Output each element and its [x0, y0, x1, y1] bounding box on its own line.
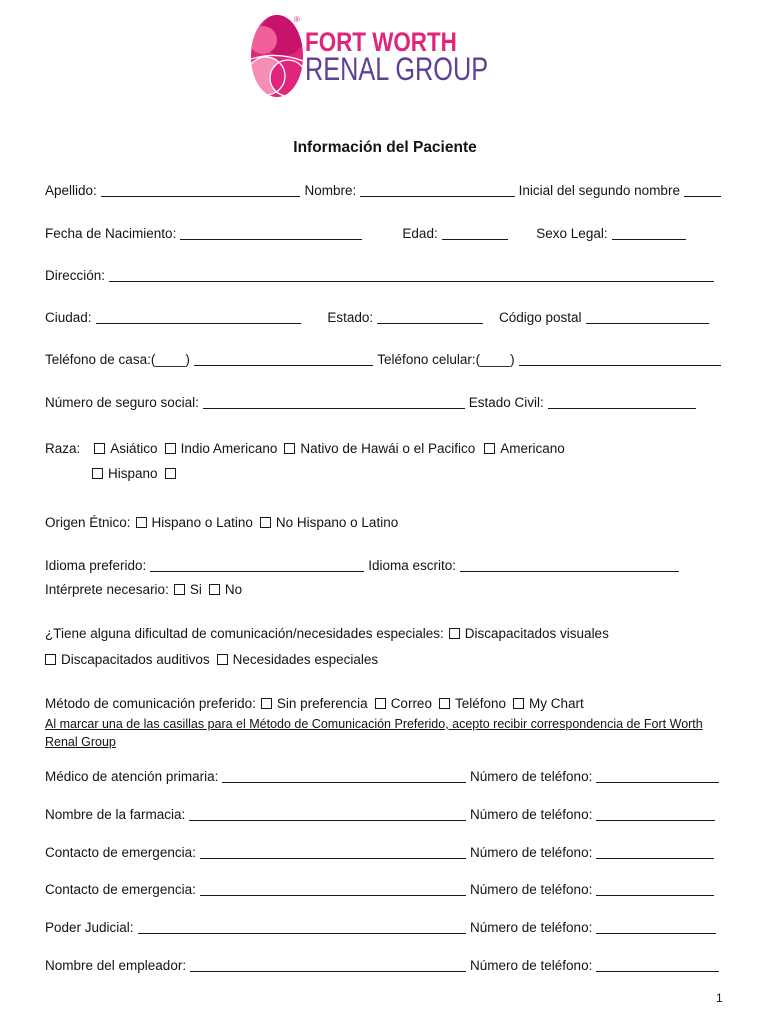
ciudad-label: Ciudad:: [45, 310, 92, 325]
raza-nativo-hawai-label: Nativo de Hawái o el Pacifico: [300, 441, 476, 456]
emergencia-1-field[interactable]: [200, 858, 466, 859]
raza-label: Raza:: [45, 441, 81, 456]
emergencia-2-phone-group: [470, 882, 718, 898]
codigo-postal-label: Código postal: [498, 310, 582, 325]
medico-phone-group: [470, 769, 723, 785]
row-necesidades-cont: [45, 652, 385, 668]
telefono-casa-label: Teléfono de casa:(____): [45, 352, 190, 367]
poder-judicial-group: [45, 920, 470, 936]
row-raza-cont: [92, 466, 181, 482]
idioma-preferido-field[interactable]: [150, 571, 364, 572]
origen-no-hispano-label: No Hispano o Latino: [275, 515, 399, 530]
consent-notice-line2: Renal Group: [45, 735, 116, 749]
page-title: Información del Paciente: [293, 139, 477, 156]
page-number: 1: [716, 991, 723, 1005]
emergencia-2-phone-label: Número de teléfono:: [470, 882, 593, 897]
origen-hispano-checkbox[interactable]: [136, 517, 147, 528]
ciudad-field[interactable]: [96, 323, 302, 324]
seguro-social-label: Número de seguro social:: [45, 395, 199, 410]
row-idioma: [45, 558, 683, 574]
row-farmacia: [45, 807, 719, 823]
sexo-legal-field[interactable]: [612, 239, 686, 240]
estado-field[interactable]: [377, 323, 483, 324]
idioma-escrito-label: Idioma escrito:: [368, 558, 457, 573]
raza-nativo-hawai-checkbox[interactable]: [284, 443, 295, 454]
poder-judicial-phone-group: [470, 920, 720, 936]
row-fecha-nacimiento: [45, 226, 690, 242]
row-direccion: [45, 268, 718, 284]
medico-label: Médico de atención primaria:: [45, 769, 219, 784]
nombre-field[interactable]: [360, 196, 514, 197]
row-poder-judicial: [45, 920, 720, 936]
raza-americano-label: Americano: [500, 441, 565, 456]
farmacia-phone-group: [470, 807, 719, 823]
direccion-label: Dirección:: [45, 268, 106, 283]
estado-civil-label: Estado Civil:: [468, 395, 544, 410]
poder-judicial-field[interactable]: [138, 933, 466, 934]
seguro-social-field[interactable]: [203, 408, 465, 409]
farmacia-field[interactable]: [189, 820, 466, 821]
empleador-phone-label: Número de teléfono:: [470, 958, 593, 973]
poder-judicial-phone-label: Número de teléfono:: [470, 920, 593, 935]
interprete-no-checkbox[interactable]: [209, 584, 220, 595]
emergencia-1-phone-group: [470, 845, 718, 861]
logo-line2: RENAL GROUP: [305, 51, 489, 87]
farmacia-phone-field[interactable]: [596, 820, 715, 821]
inicial-field[interactable]: [684, 196, 721, 197]
estado-civil-field[interactable]: [548, 408, 696, 409]
my-chart-label: My Chart: [529, 696, 584, 711]
row-seguro-social: [45, 395, 700, 411]
interprete-no-label: No: [224, 582, 243, 597]
logo-registered-mark: ®: [294, 15, 300, 24]
raza-asiatico-label: Asiático: [110, 441, 158, 456]
apellido-field[interactable]: [101, 196, 301, 197]
correo-label: Correo: [390, 696, 432, 711]
origen-etnico-label: Origen Étnico:: [45, 515, 131, 530]
poder-judicial-label: Poder Judicial:: [45, 920, 134, 935]
medico-field[interactable]: [222, 782, 466, 783]
emergencia-2-field[interactable]: [200, 895, 466, 896]
interprete-label: Intérprete necesario:: [45, 582, 169, 597]
row-emergencia-2: [45, 882, 718, 898]
emergencia-2-phone-field[interactable]: [596, 895, 714, 896]
necesidades-especiales-label: Necesidades especiales: [232, 652, 379, 667]
metodo-comunicacion-label: Método de comunicación preferido:: [45, 696, 256, 711]
medico-phone-field[interactable]: [596, 782, 719, 783]
raza-asiatico-checkbox[interactable]: [94, 443, 105, 454]
emergencia-1-label: Contacto de emergencia:: [45, 845, 196, 860]
row-necesidades: [45, 626, 616, 642]
interprete-si-checkbox[interactable]: [174, 584, 185, 595]
necesidades-label: ¿Tiene alguna dificultad de comunicación/necesidades especiales:: [45, 626, 444, 641]
raza-hispano-checkbox[interactable]: [92, 468, 103, 479]
farmacia-group: [45, 807, 470, 823]
farmacia-label: Nombre de la farmacia:: [45, 807, 186, 822]
discapacitados-auditivos-label: Discapacitados auditivos: [61, 652, 210, 667]
empleador-group: [45, 958, 470, 974]
idioma-escrito-field[interactable]: [460, 571, 679, 572]
edad-field[interactable]: [442, 239, 509, 240]
direccion-field[interactable]: [109, 281, 714, 282]
emergencia-1-group: [45, 845, 470, 861]
fecha-nacimiento-label: Fecha de Nacimiento:: [45, 226, 177, 241]
telefono-casa-field[interactable]: [194, 365, 373, 366]
raza-americano-checkbox[interactable]: [484, 443, 495, 454]
nombre-label: Nombre:: [304, 183, 357, 198]
row-origen-etnico: [45, 515, 405, 531]
codigo-postal-field[interactable]: [586, 323, 709, 324]
consent-notice-line1: Al marcar una de las casillas para el Método de Comunicación Preferido, acepto recibir correspondencia de Fort Worth: [45, 717, 703, 731]
empleador-label: Nombre del empleador:: [45, 958, 187, 973]
necesidades-especiales-checkbox[interactable]: [217, 654, 228, 665]
discapacitados-auditivos-checkbox[interactable]: [45, 654, 56, 665]
raza-hispano-label: Hispano: [108, 466, 158, 481]
row-metodo-comunicacion: [45, 696, 591, 712]
row-interprete: [45, 582, 249, 598]
emergencia-1-phone-label: Número de teléfono:: [470, 845, 593, 860]
logo-circles-icon: [249, 14, 305, 98]
telefono-celular-label: Teléfono celular:(____): [377, 352, 515, 367]
row-ciudad: [45, 310, 713, 326]
discapacitados-visuales-label: Discapacitados visuales: [464, 626, 609, 641]
sexo-legal-label: Sexo Legal:: [536, 226, 608, 241]
correo-checkbox[interactable]: [375, 698, 386, 709]
empleador-phone-field[interactable]: [596, 971, 719, 972]
row-emergencia-1: [45, 845, 718, 861]
raza-indio-americano-checkbox[interactable]: [165, 443, 176, 454]
row-nombre-completo: [45, 183, 725, 199]
inicial-label: Inicial del segundo nombre: [518, 183, 680, 198]
telefono-celular-field[interactable]: [519, 365, 721, 366]
telefono-checkbox[interactable]: [439, 698, 450, 709]
row-empleador: [45, 958, 723, 974]
origen-hispano-label: Hispano o Latino: [151, 515, 253, 530]
medico-group: [45, 769, 470, 785]
telefono-label: Teléfono: [454, 696, 506, 711]
row-medico: [45, 769, 723, 785]
poder-judicial-phone-field[interactable]: [596, 933, 716, 934]
emergencia-2-label: Contacto de emergencia:: [45, 882, 196, 897]
farmacia-phone-label: Número de teléfono:: [470, 807, 593, 822]
row-raza: [45, 441, 572, 457]
interprete-si-label: Si: [189, 582, 202, 597]
edad-label: Edad:: [402, 226, 438, 241]
sin-preferencia-label: Sin preferencia: [276, 696, 368, 711]
raza-indio-americano-label: Indio Americano: [180, 441, 278, 456]
emergencia-1-phone-field[interactable]: [596, 858, 714, 859]
row-telefonos: [45, 352, 725, 368]
estado-label: Estado:: [327, 310, 374, 325]
logo-line1: FORT WORTH: [305, 27, 457, 57]
origen-no-hispano-checkbox[interactable]: [260, 517, 271, 528]
sin-preferencia-checkbox[interactable]: [261, 698, 272, 709]
empleador-field[interactable]: [190, 971, 466, 972]
apellido-label: Apellido:: [45, 183, 97, 198]
medico-phone-label: Número de teléfono:: [470, 769, 593, 784]
discapacitados-visuales-checkbox[interactable]: [449, 628, 460, 639]
idioma-preferido-label: Idioma preferido:: [45, 558, 147, 573]
my-chart-checkbox[interactable]: [513, 698, 524, 709]
fecha-nacimiento-field[interactable]: [180, 239, 362, 240]
raza-otro-checkbox[interactable]: [165, 468, 176, 479]
empleador-phone-group: [470, 958, 723, 974]
emergencia-2-group: [45, 882, 470, 898]
